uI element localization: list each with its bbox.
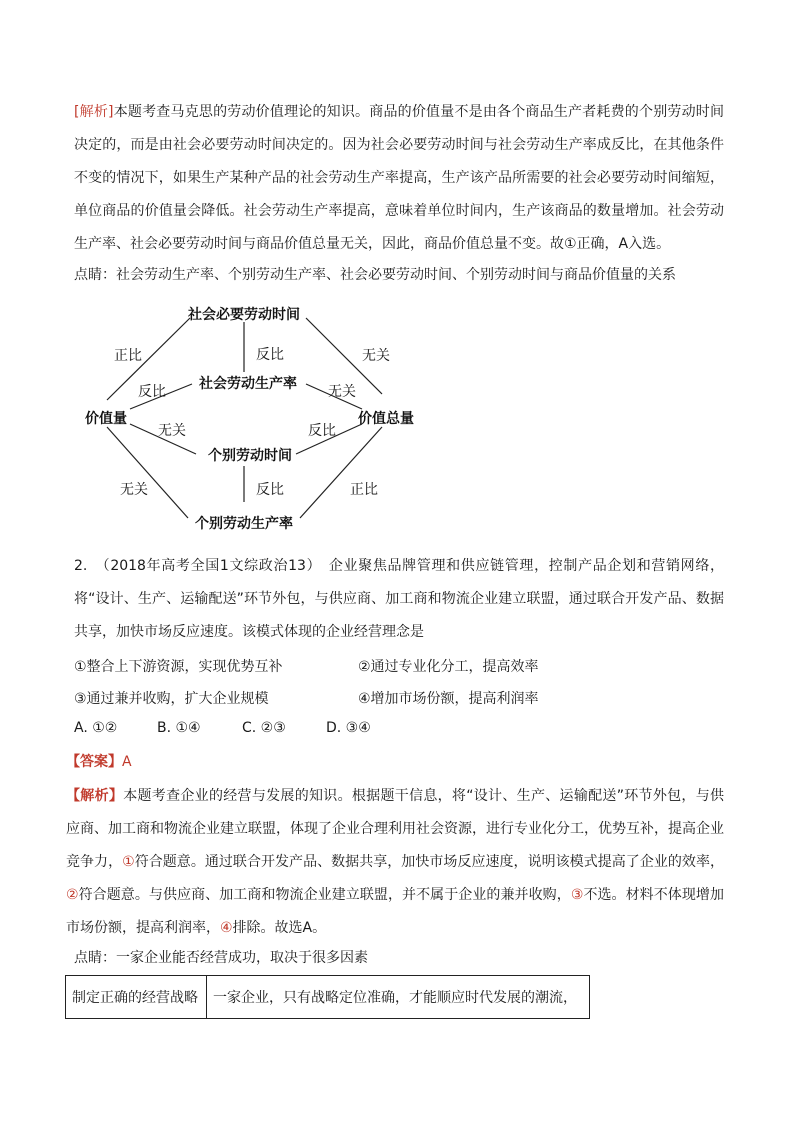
choice-c: C. ②③: [242, 720, 286, 736]
edge-left-bottom: [107, 427, 188, 518]
node-top: 社会必要劳动时间: [188, 307, 300, 323]
edge-label-top-center: 反比: [256, 347, 284, 363]
analysis-tag-2: 【解析】: [66, 788, 124, 804]
analysis-text-1: 本题考查马克思的劳动价值理论的知识。商品的价值量不是由各个商品生产者耗费的个别劳动时间决定的，而是由社会必要劳动时间决定的。因为社会必要劳动时间与社会劳动生产率成反比，在其他条件不变的情况下，如果生产某种产品的社会劳动生产率提高，生产该产品所需要的社会必要劳动时间缩短，单位商品的价值量会降低。社会劳动生产率提高，意味着单位时间内，生产该商品的数量增加。社会劳动生产率、社会必要劳动时间与商品价值总量无关，因此，商品价值总量不变。故①正确，A入选。: [74, 104, 724, 252]
analysis2-mark1: ①: [122, 854, 135, 870]
analysis2-mark4: ④: [220, 920, 233, 936]
choice-a: A. ①②: [74, 720, 118, 736]
edge-label-top-right: 无关: [362, 348, 390, 364]
answer-line: [66, 752, 132, 772]
answer-value: A: [122, 754, 132, 770]
edge-label-lower-bottom: 反比: [256, 482, 284, 498]
option-4: ④增加市场份额，提高利润率: [358, 691, 539, 707]
edge-right-bottom: [300, 427, 382, 518]
analysis-paragraph-1: [74, 96, 724, 261]
table-row: [66, 976, 590, 1019]
table-cell-value: 一家企业，只有战略定位准确，才能顺应时代发展的潮流，: [207, 976, 590, 1019]
node-center-upper: 社会劳动生产率: [199, 376, 297, 392]
note-2: 点睛：一家企业能否经营成功，取决于很多因素: [74, 950, 368, 966]
edge-label-top-left: 正比: [114, 348, 142, 364]
analysis2-part2: 符合题意。通过联合开发产品、数据共享，加快市场反应速度，说明该模式提高了企业的效率，: [134, 854, 724, 870]
edge-label-left-lower: 无关: [158, 423, 186, 439]
node-right: 价值总量: [358, 411, 414, 427]
edge-label-right-bottom: 正比: [350, 482, 378, 498]
analysis-tag-1: [解析]: [74, 104, 114, 120]
analysis2-part4: 不选。材料不体现增加市场份额，提高利润率，: [66, 887, 724, 936]
option-3: ③通过兼并收购，扩大企业规模: [74, 691, 269, 707]
summary-table: [65, 975, 590, 1019]
note-1: 点睛：社会劳动生产率、个别劳动生产率、社会必要劳动时间、个别劳动时间与商品价值量的关系: [74, 267, 676, 283]
answer-tag: 【答案】: [66, 754, 122, 770]
node-bottom: 个别劳动生产率: [195, 516, 293, 532]
analysis2-part3: 符合题意。与供应商、加工商和物流企业建立联盟，并不属于企业的兼并收购，: [78, 887, 571, 903]
edge-label-left-bottom: 无关: [120, 482, 148, 498]
option-1: ①整合上下游资源，实现优势互补: [74, 659, 283, 675]
diagram-lines: [107, 318, 382, 518]
edge-label-center-left: 反比: [138, 384, 166, 400]
node-left: 价值量: [85, 411, 127, 427]
edge-label-lower-right: 反比: [308, 423, 336, 439]
option-2: ②通过专业化分工，提高效率: [358, 659, 539, 675]
analysis2-part1: 本题考查企业的经营与发展的知识。根据题干信息，将“设计、生产、运输配送”环节外包，与供应商、加工商和物流企业建立联盟，体现了企业合理利用社会资源，进行专业化分工，优势互补，提高企业竞争力，: [66, 788, 725, 870]
node-center-lower: 个别劳动时间: [208, 448, 292, 464]
relationship-diagram: [74, 296, 434, 540]
analysis2-mark2: ②: [66, 887, 79, 903]
choice-d: D. ③④: [326, 720, 371, 736]
analysis2-mark3: ③: [570, 887, 584, 903]
question-2-stem: 2. （2018年高考全国1文综政治13） 企业聚焦品牌管理和供应链管理，控制产品企划和营销网络，将“设计、生产、运输配送”环节外包，与供应商、加工商和物流企业建立联盟，通过联合开发产品、数据共享，加快市场反应速度。该模式体现的企业经营理念是: [74, 558, 724, 640]
analysis-paragraph-2: [66, 780, 724, 945]
edge-label-center-right: 无关: [328, 384, 356, 400]
table-cell-key: 制定正确的经营战略: [66, 976, 207, 1019]
choice-b: B. ①④: [157, 720, 201, 736]
analysis2-part5: 排除。故选A。: [232, 920, 327, 936]
